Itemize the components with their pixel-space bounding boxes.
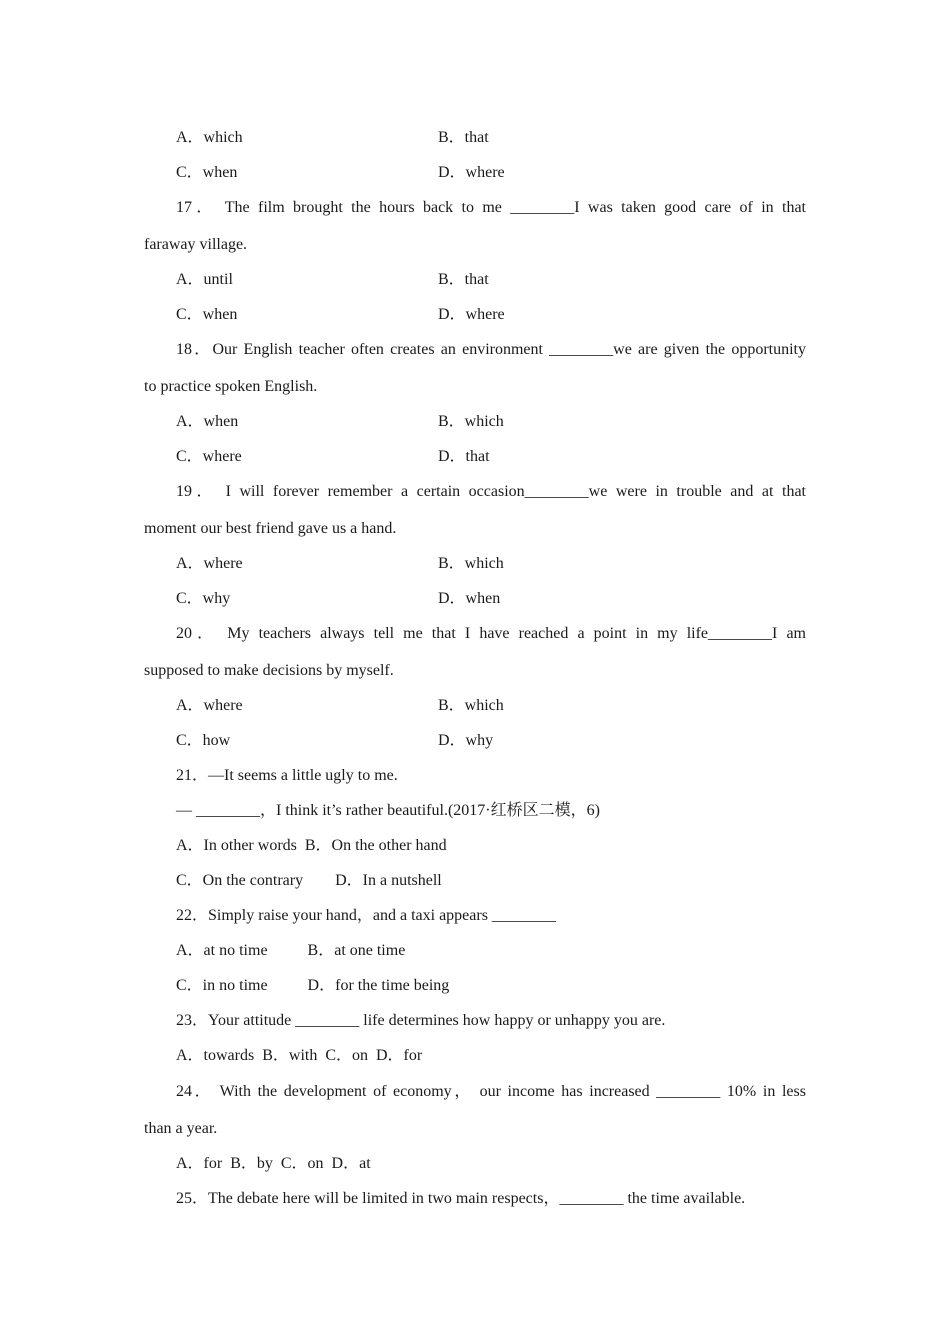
q16-option-d: D．where [438,164,505,181]
q18-option-d: D．that [438,448,490,465]
q18-stem-line1: 18．Our English teacher often creates an environment ________we are given the opportunity [176,341,806,358]
q16-option-a: A．which [176,129,243,146]
q19-stem-line1: 19． I will forever remember a certain occasion________we were in trouble and at that [176,483,806,500]
q20-stem-line1: 20． My teachers always tell me that I have reached a point in my life________I am [176,625,806,642]
q17-option-b: B．that [438,271,489,288]
q24-stem-line2: than a year. [144,1120,218,1137]
q20-option-a: A．where [176,697,243,714]
q19-option-c: C．why [176,590,231,607]
q18-stem-line2: to practice spoken English. [144,378,318,395]
q20-option-c: C．how [176,732,231,749]
q17-stem-line2: faraway village. [144,236,248,253]
q18-option-c: C．where [176,448,242,465]
q19-option-d: D．when [438,590,501,607]
q24-stem-line1: 24． With the development of economy， our income has increased ________ 10% in less [176,1083,806,1100]
q21-stem-line1: 21．—It seems a little ugly to me. [176,767,398,784]
q25-stem: 25．The debate here will be limited in two main respects，________ the time available. [176,1190,746,1207]
q18-option-a: A．when [176,413,239,430]
q20-option-d: D．why [438,732,494,749]
q22-options-cd: C．in no time D．for the time being [176,977,450,994]
q17-stem-line1: 17． The film brought the hours back to me ________I was taken good care of in that [176,199,807,216]
q21-options-cd: C．On the contrary D．In a nutshell [176,872,442,889]
q24-options: A．for B．by C．on D．at [176,1155,371,1172]
q21-options-ab: A．In other words B．On the other hand [176,837,447,854]
q19-option-a: A．where [176,555,243,572]
q22-stem: 22．Simply raise your hand，and a taxi appears ________ [176,907,556,924]
q20-stem-line2: supposed to make decisions by myself. [144,662,394,679]
q20-option-b: B．which [438,697,504,714]
q17-option-d: D．where [438,306,505,323]
q18-option-b: B．which [438,413,504,430]
q17-option-a: A．until [176,271,233,288]
q19-option-b: B．which [438,555,504,572]
q23-stem: 23．Your attitude ________ life determines how happy or unhappy you are. [176,1012,666,1029]
q16-option-c: C．when [176,164,238,181]
q22-options-ab: A．at no time B．at one time [176,942,406,959]
q16-option-b: B．that [438,129,489,146]
q17-option-c: C．when [176,306,238,323]
q21-stem-line2: — ________，I think it’s rather beautiful.(2017·红桥区二模，6) [176,802,600,819]
q23-options: A．towards B．with C．on D．for [176,1047,423,1064]
q19-stem-line2: moment our best friend gave us a hand. [144,520,397,537]
